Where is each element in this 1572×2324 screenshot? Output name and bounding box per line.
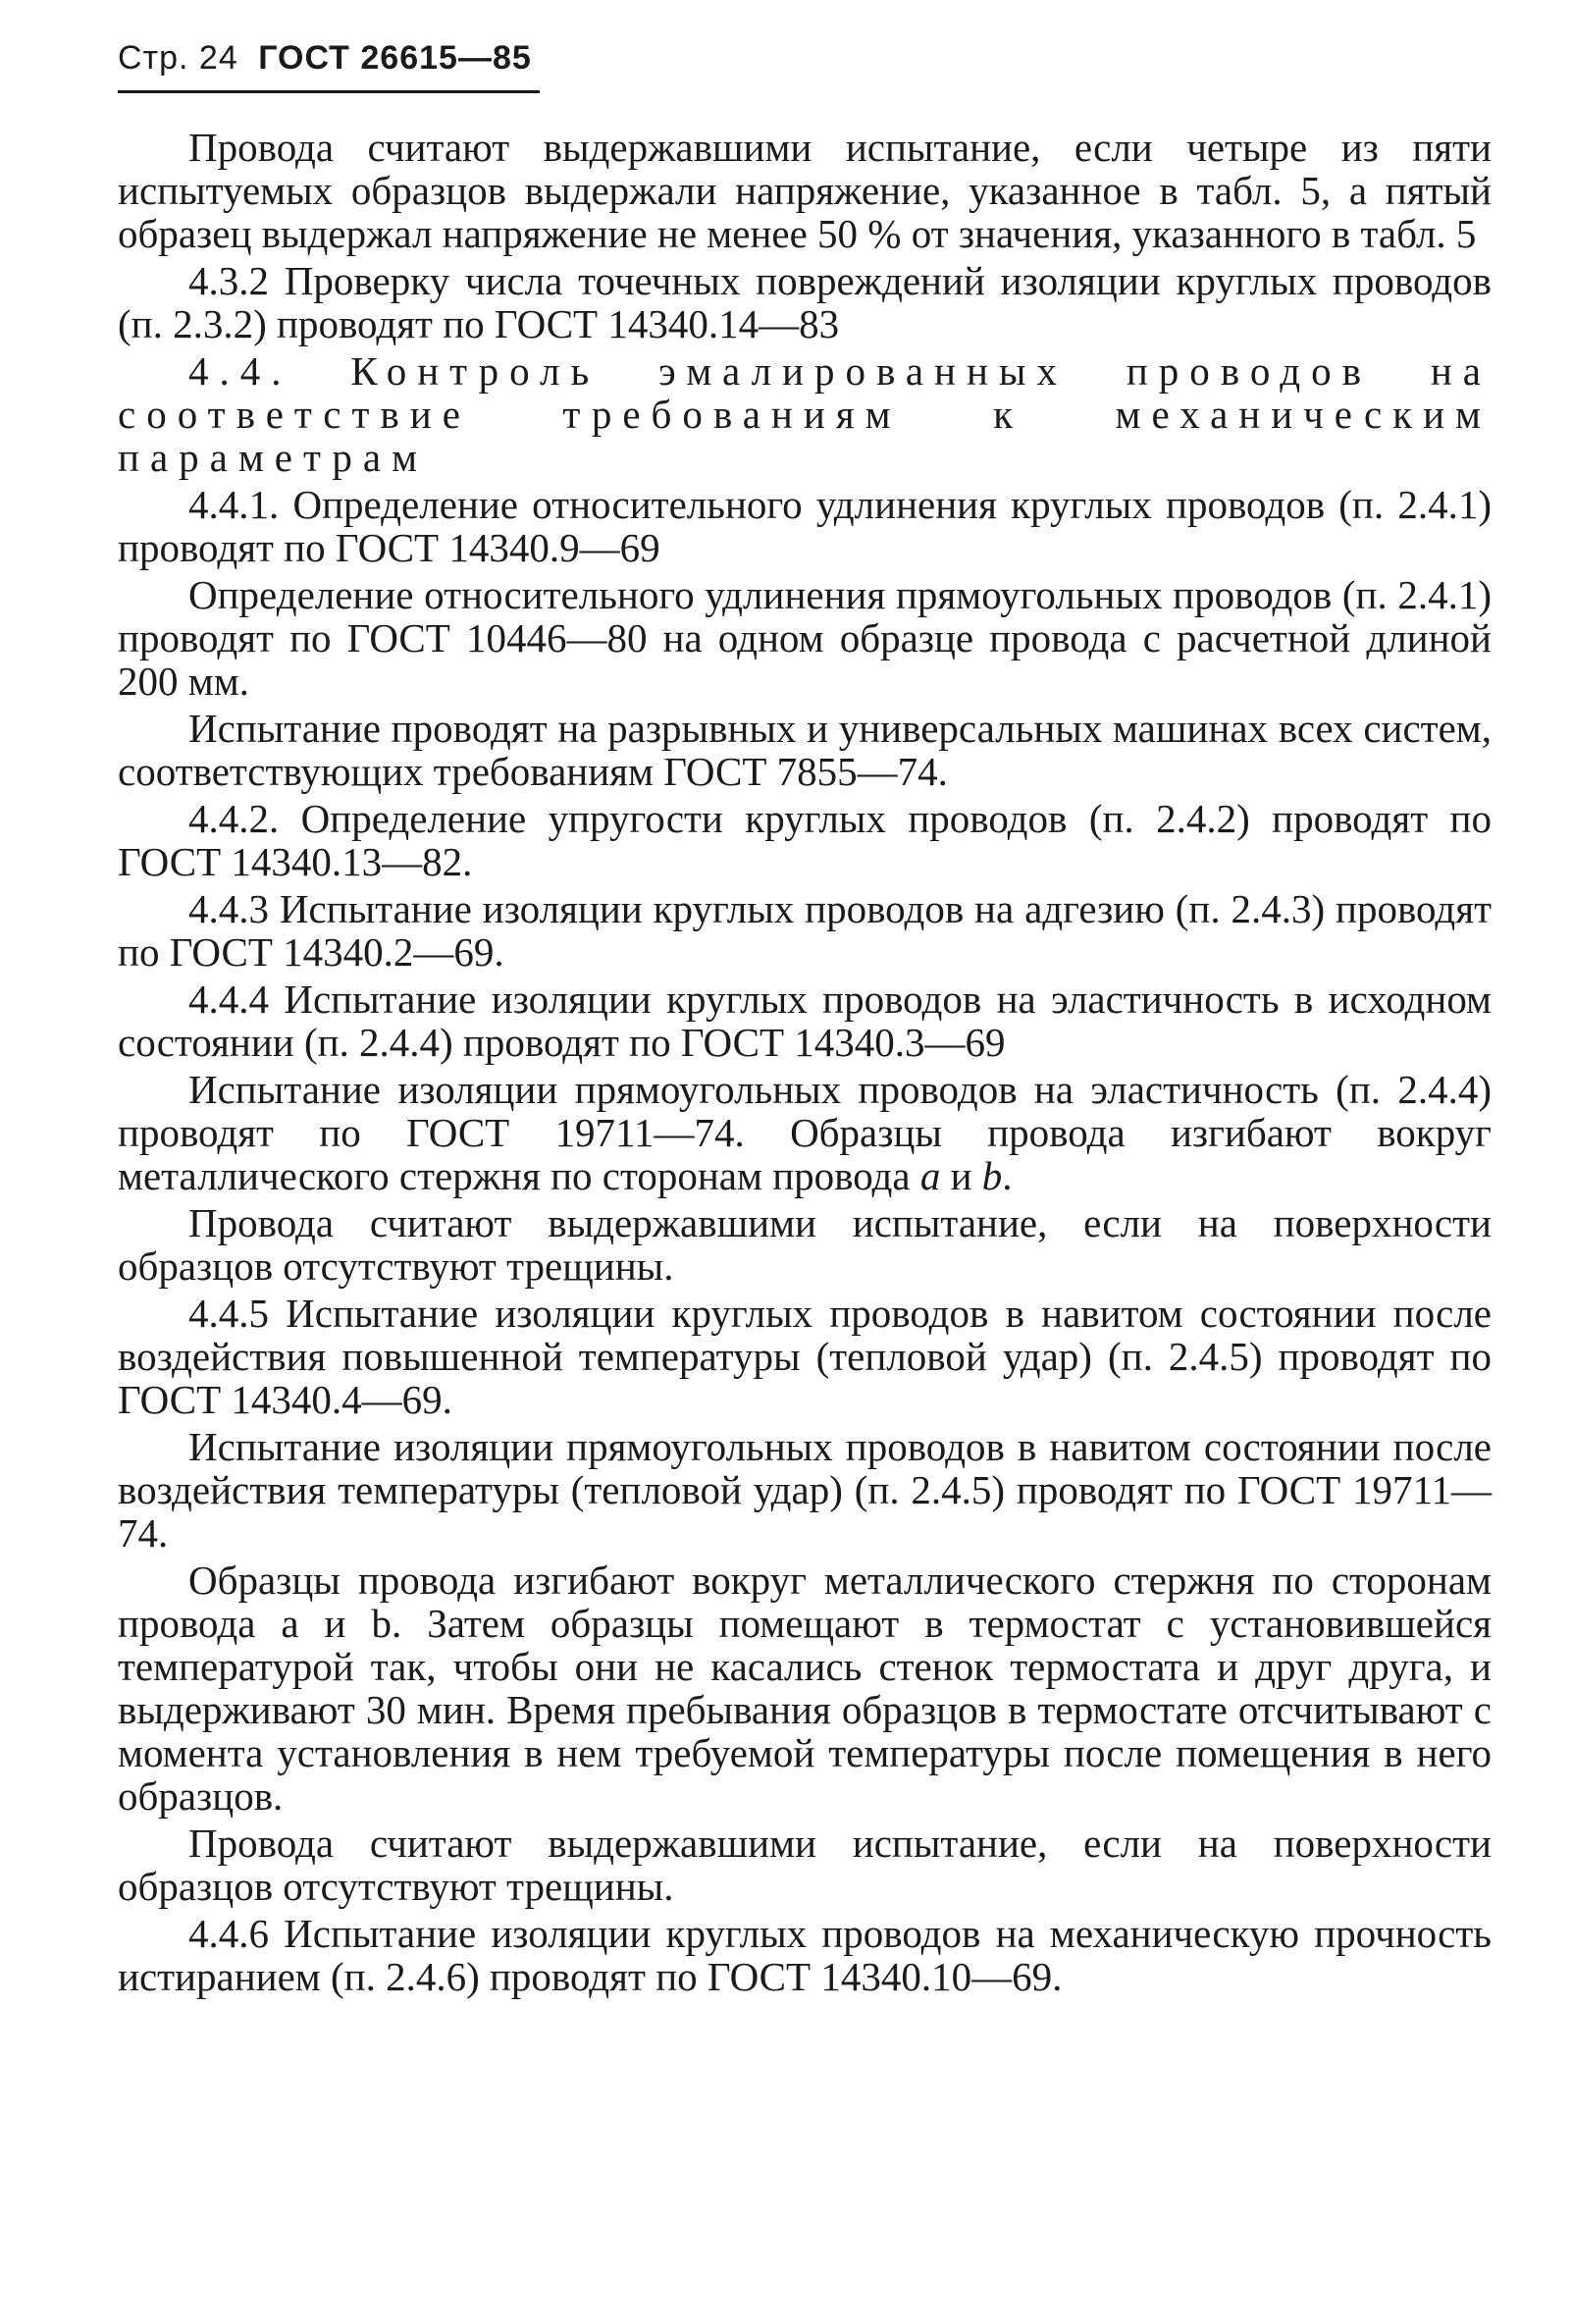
paragraph: 4.4.5 Испытание изоляции круглых проводов в навитом состоянии после воздействия повышенной температуры (тепловой удар) (п. 2.4.5) проводят по ГОСТ 14340.4—69.	[118, 1291, 1492, 1422]
paragraph: Провода считают выдержавшими испытание, если на поверхности образцов отсутствуют трещины.	[118, 1821, 1492, 1909]
paragraph: 4.3.2 Проверку числа точечных повреждений изоляции круглых проводов (п. 2.3.2) проводят по ГОСТ 14340.14—83	[118, 258, 1492, 346]
conjunction: и	[940, 1153, 982, 1198]
paragraph: Провода считают выдержавшими испытание, если четыре из пяти испытуемых образцов выдержали напряжение, указанное в табл. 5, а пятый образец выдержал напряжение не менее 50 % от значения, указанного в табл. 5	[118, 125, 1492, 256]
section-heading: 4.4. Контроль эмалированных проводов на соответствие требованиям к механическим параметрам	[118, 348, 1492, 480]
paragraph: 4.4.2. Определение упругости круглых проводов (п. 2.4.2) проводят по ГОСТ 14340.13—82.	[118, 796, 1492, 884]
side-b: b	[981, 1153, 1003, 1198]
standard-number: ГОСТ 26615—85	[258, 39, 532, 77]
paragraph: Провода считают выдержавшими испытание, если на поверхности образцов отсутствуют трещины.	[118, 1200, 1492, 1289]
document-body	[118, 126, 1492, 2002]
period: .	[1002, 1153, 1013, 1198]
header-rule	[118, 90, 540, 93]
paragraph-text: Испытание изоляции прямоугольных проводов на эластичность (п. 2.4.4) проводят по ГОСТ 19711—74. Образцы провода изгибают вокруг металлического стержня по сторонам провода	[118, 1067, 1492, 1198]
page-header	[118, 39, 532, 78]
paragraph: Образцы провода изгибают вокруг металлического стержня по сторонам провода a и b. Затем образцы помещают в термостат с установившейся температурой так, чтобы они не касались стенок термостата и друг друга, и выдерживают 30 мин. Время пребывания образцов в термостате отсчитывают с момента установления в нем требуемой температуры после помещения в него образцов.	[118, 1558, 1492, 1819]
paragraph: Испытание проводят на разрывных и универсальных машинах всех систем, соответствующих требованиям ГОСТ 7855—74.	[118, 706, 1492, 794]
side-a: a	[919, 1153, 941, 1198]
paragraph: Испытание изоляции прямоугольных проводов в навитом состоянии после воздействия температуры (тепловой удар) (п. 2.4.5) проводят по ГОСТ 19711—74.	[118, 1424, 1492, 1556]
paragraph: 4.4.6 Испытание изоляции круглых проводов на механическую прочность истиранием (п. 2.4.6) проводят по ГОСТ 14340.10—69.	[118, 1911, 1492, 1999]
paragraph: 4.4.3 Испытание изоляции круглых проводов на адгезию (п. 2.4.3) проводят по ГОСТ 14340.2—69.	[118, 886, 1492, 975]
paragraph: Определение относительного удлинения прямоугольных проводов (п. 2.4.1) проводят по ГОСТ 10446—80 на одном образце провода с расчетной длиной 200 мм.	[118, 572, 1492, 704]
paragraph: 4.4.1. Определение относительного удлинения круглых проводов (п. 2.4.1) проводят по ГОСТ 14340.9—69	[118, 482, 1492, 570]
paragraph: 4.4.4 Испытание изоляции круглых проводов на эластичность в исходном состоянии (п. 2.4.4) проводят по ГОСТ 14340.3—69	[118, 977, 1492, 1065]
page-number: Стр. 24	[118, 39, 238, 77]
paragraph	[118, 1068, 1492, 1197]
